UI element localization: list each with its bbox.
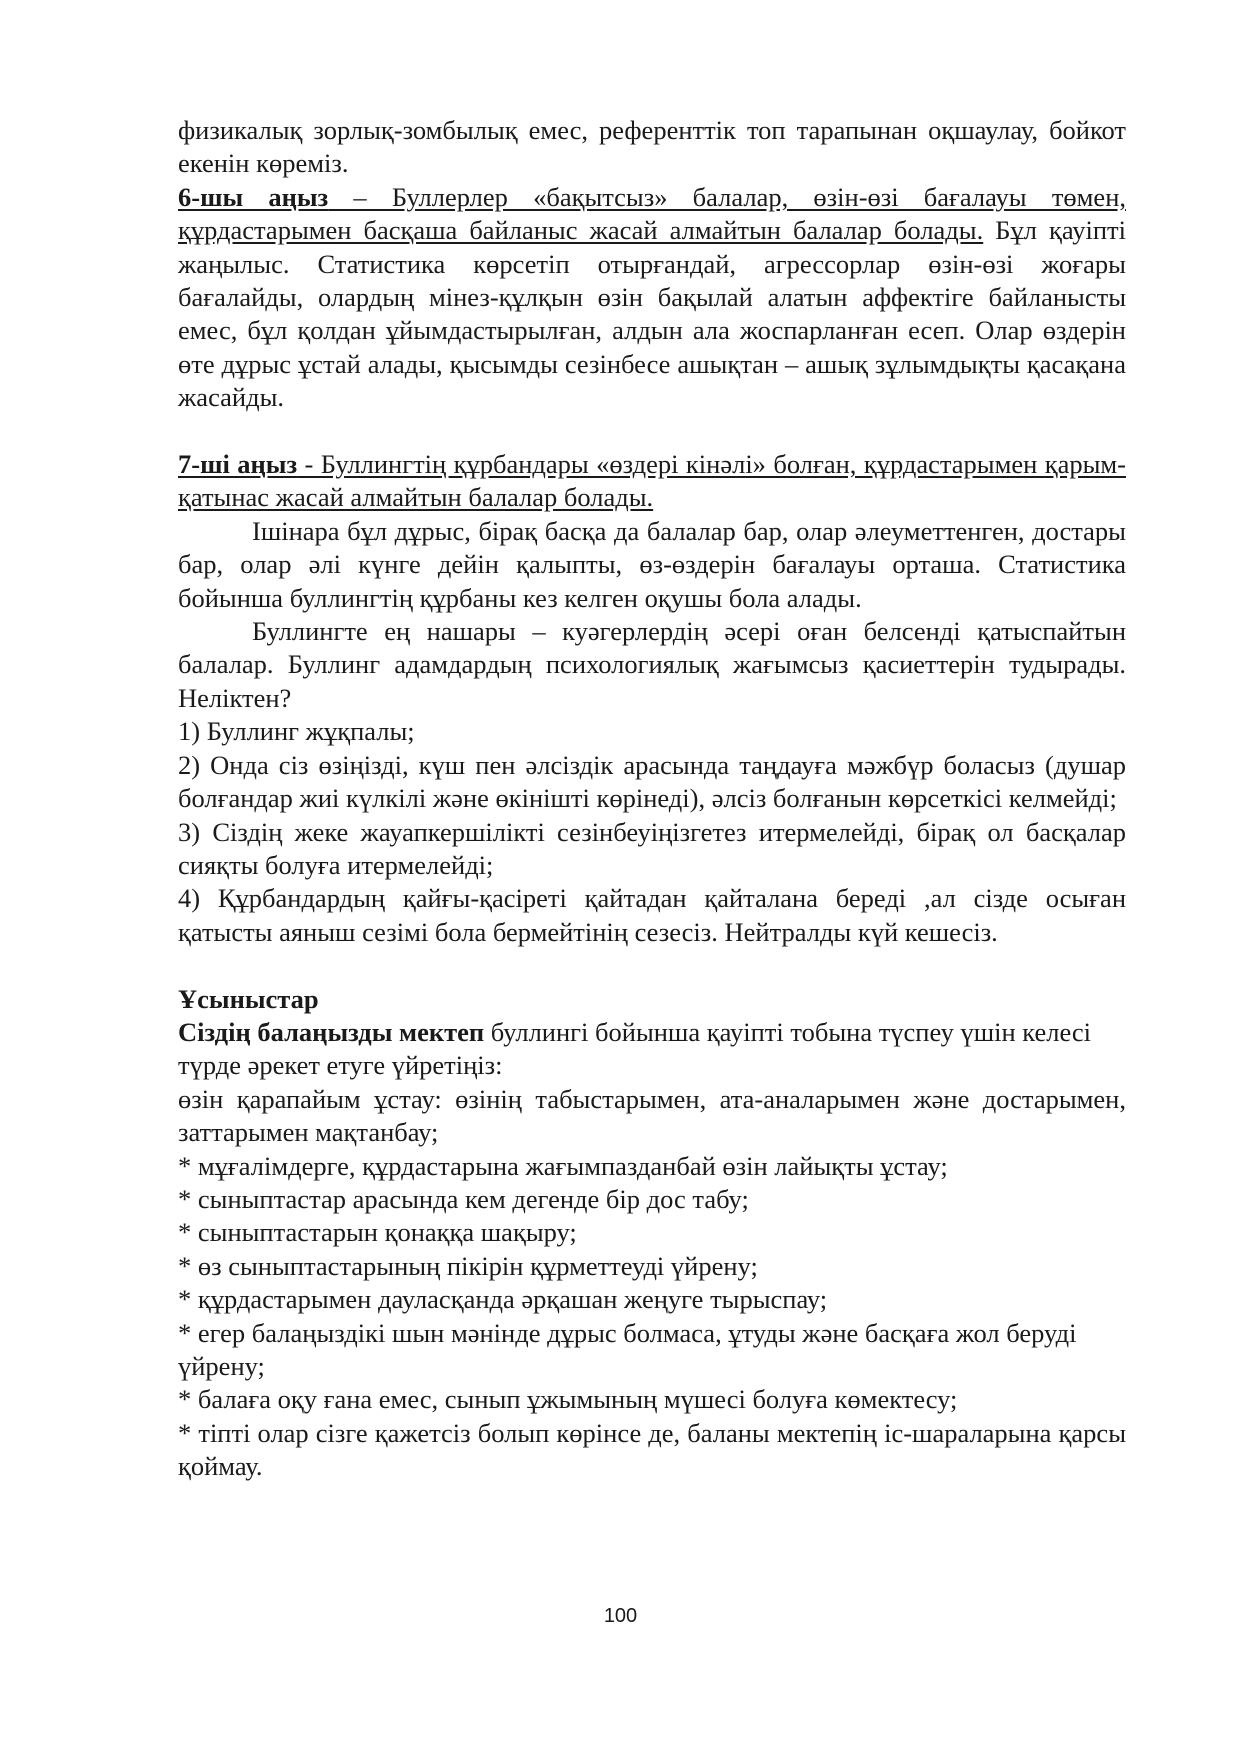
- reason-item: 1) Буллинг жұқпалы;: [178, 716, 415, 747]
- myth-6-heading: 6-шы аңыз: [178, 181, 329, 212]
- myth-6-body: Бұл қауіпті жаңылыс. Статистика көрсетіп отырғандай, агрессорлар өзін-өзі жоғары бағалайды, олардың мінез-құлқын өзін бақылай алатын аффектіге байланысты емес, бұл қолдан ұйымдастырылған, алдын ала жоспарланған есеп. Олар өздерін өте дұрыс ұстай алады, қысымды сезінбесе ашықтан – ашық зұлымдықты қасақана жасайды.: [178, 215, 1126, 413]
- myth-7-heading: 7-ші аңыз: [178, 449, 298, 480]
- recommendations-intro: [178, 1016, 1126, 1083]
- recommendation-item: * сыныптастар арасында кем дегенде бір дос табу;: [178, 1183, 749, 1214]
- recommendations-intro-bold: Сіздің балаңызды мектеп: [178, 1016, 485, 1047]
- spacer: [178, 415, 1126, 448]
- myth-7-statement: - Буллингтің құрбандары «өздері кінәлі» болған, құрдастарымен қарым- қатынас жасай алмайтын балалар болады.: [178, 449, 1126, 513]
- reason-item: 4) Құрбандардың қайғы-қасіреті қайтадан қайталана береді ,ал сізде осыған қатысты аяныш сезімі бола бермейтінің сезесіз. Нейтралды күй кешесіз.: [178, 883, 1126, 947]
- recommendation-first: өзін қарапайым ұстау: өзінің табыстарымен, ата-аналарымен және достарымен, заттарымен мақтанбау;: [178, 1083, 1126, 1148]
- page-number: 100: [603, 1605, 638, 1627]
- paragraph-witnesses: Буллингте ең нашары – куәгерлердің әсері оған белсенді қатыспайтын балалар. Буллинг адамдардың психологиялық жағымсыз қасиеттерін тудырады. Неліктен?: [178, 616, 1126, 713]
- recommendation-item: * сыныптастарын қонаққа шақыру;: [178, 1217, 577, 1248]
- reason-item: 2) Онда сіз өзіңізді, күш пен әлсіздік арасында таңдауға мәжбүр боласыз (душар болғандар жиі күлкілі және өкінішті көрінеді), әлсіз болғанын көрсеткісі келмейді;: [178, 749, 1126, 814]
- myth-6: [178, 181, 1126, 415]
- spacer: [178, 949, 1126, 982]
- recommendation-item: * мұғалімдерге, құрдастарына жағымпазданбай өзін лайықты ұстау;: [178, 1150, 948, 1181]
- recommendation-item: * егер балаңыздікі шын мәнінде дұрыс болмаса, ұтуды және басқаға жол беруді үйрену;: [178, 1317, 1077, 1381]
- recommendation-item: * өз сыныптастарының пікірін құрметтеуді үйрену;: [178, 1250, 758, 1281]
- myth-7: [178, 448, 1126, 515]
- recommendations-title: Ұсыныстар: [178, 983, 319, 1014]
- document-page: [178, 114, 1126, 1484]
- reason-item: 3) Сіздің жеке жауапкершілікті сезінбеуіңізгетез итермелейді, бірақ ол басқалар сияқты болуға итермелейді;: [178, 816, 1126, 880]
- recommendations-intro-rest: буллингі бойынша қауіпті тобына түспеу үшін келесі түрде әрекет етуге үйретіңіз:: [178, 1016, 1092, 1081]
- recommendation-item: * тіпті олар сізге қажетсіз болып көрінсе де, баланы мектепің іс-шараларына қарсы қоймау.: [178, 1417, 1126, 1482]
- paragraph-isolation: физикалық зорлық-зомбылық емес, референттік топ тарапынан оқшаулау, бойкот екенін көреміз.: [178, 115, 1126, 179]
- myth-6-statement: – Буллерлер «бақытсыз» балалар, өзін-өзі бағалауы төмен, құрдастарымен басқаша байланыс жасай алмайтын балалар болады.: [178, 181, 1126, 246]
- recommendation-item: * құрдастарымен дауласқанда әрқашан жеңуге тырыспау;: [178, 1284, 828, 1315]
- paragraph-partly-true: Ішінара бұл дұрыс, бірақ басқа да балалар бар, олар әлеуметтенген, достары бар, олар әлі күнге дейін қалыпты, өз-өздерін бағалауы орташа. Статистика бойынша буллингтің құрбаны кез келген оқушы бола алады.: [178, 515, 1126, 613]
- recommendation-item: * балаға оқу ғана емес, сынып ұжымының мүшесі болуға көмектесу;: [178, 1384, 958, 1415]
